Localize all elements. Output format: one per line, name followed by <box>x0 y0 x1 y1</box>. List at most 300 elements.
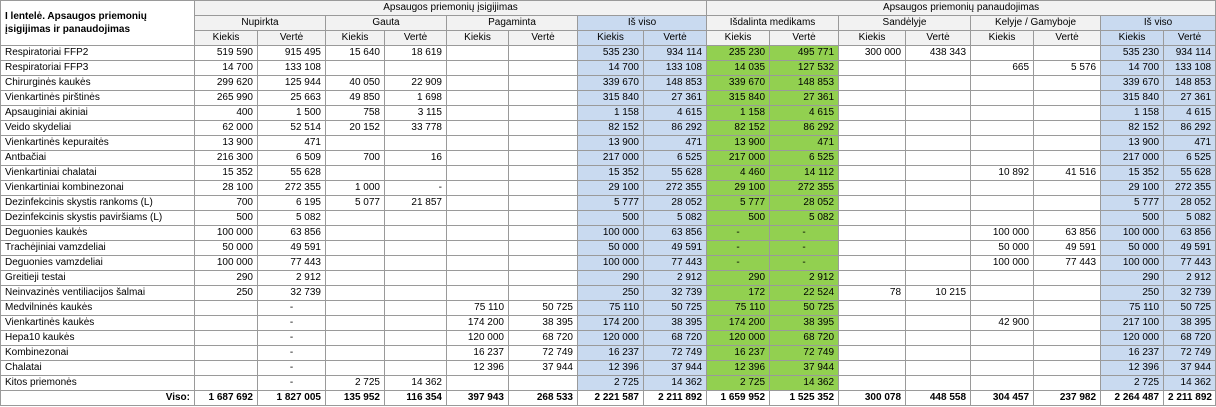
table-cell <box>839 316 906 331</box>
table-cell: 5 082 <box>644 211 707 226</box>
subgroup-header: Gauta <box>326 16 447 31</box>
table-cell: 29 100 <box>578 181 644 196</box>
table-cell: 18 619 <box>385 46 447 61</box>
table-cell: 100 000 <box>195 256 258 271</box>
table-row <box>1 241 1216 256</box>
qty-col-header: Kiekis <box>1101 31 1164 46</box>
table-cell: 758 <box>326 106 385 121</box>
table-cell <box>385 286 447 301</box>
table-cell <box>195 316 258 331</box>
table-cell <box>971 361 1034 376</box>
table-cell <box>447 76 509 91</box>
subgroup-header: Iš viso <box>578 16 707 31</box>
table-cell <box>839 76 906 91</box>
table-cell <box>447 181 509 196</box>
table-cell <box>509 286 578 301</box>
table-cell <box>839 91 906 106</box>
table-row <box>1 256 1216 271</box>
table-cell <box>509 106 578 121</box>
table-cell: 50 725 <box>770 301 839 316</box>
table-cell <box>385 166 447 181</box>
table-cell: 14 700 <box>1101 61 1164 76</box>
table-cell <box>447 211 509 226</box>
table-cell: 100 000 <box>971 226 1034 241</box>
table-cell: 2 912 <box>258 271 326 286</box>
table-cell: 120 000 <box>1101 331 1164 346</box>
table-cell: 120 000 <box>707 331 770 346</box>
table-cell <box>906 166 971 181</box>
table-cell: 250 <box>195 286 258 301</box>
table-cell: - <box>770 256 839 271</box>
table-cell: 13 900 <box>1101 136 1164 151</box>
total-cell: 397 943 <box>447 391 509 406</box>
table-cell: 6 509 <box>258 151 326 166</box>
table-cell: 5 082 <box>770 211 839 226</box>
table-cell: 50 000 <box>971 241 1034 256</box>
table-cell: 12 396 <box>578 361 644 376</box>
table-cell <box>326 271 385 286</box>
table-cell <box>447 106 509 121</box>
table-cell: 5 777 <box>578 196 644 211</box>
table-cell: 55 628 <box>644 166 707 181</box>
table-cell <box>839 136 906 151</box>
table-cell <box>1034 211 1101 226</box>
table-cell: 14 700 <box>578 61 644 76</box>
item-name: Vienkartiniai chalatai <box>1 166 195 181</box>
table-cell: 38 395 <box>1164 316 1216 331</box>
table-cell: 33 778 <box>385 121 447 136</box>
table-cell: 20 152 <box>326 121 385 136</box>
total-cell: 2 264 487 <box>1101 391 1164 406</box>
table-row <box>1 136 1216 151</box>
table-cell <box>971 46 1034 61</box>
item-name: Apsauginiai akiniai <box>1 106 195 121</box>
table-cell: 28 100 <box>195 181 258 196</box>
table-cell: 49 591 <box>258 241 326 256</box>
table-cell: 22 524 <box>770 286 839 301</box>
table-cell: 68 720 <box>644 331 707 346</box>
table-cell <box>326 241 385 256</box>
table-cell: 100 000 <box>578 226 644 241</box>
table-cell: 438 343 <box>906 46 971 61</box>
table-cell: 174 200 <box>578 316 644 331</box>
table-cell: 272 355 <box>258 181 326 196</box>
table-cell: 72 749 <box>644 346 707 361</box>
table-cell: 217 000 <box>1101 151 1164 166</box>
table-cell: 32 739 <box>644 286 707 301</box>
table-cell: 2 725 <box>1101 376 1164 391</box>
table-cell <box>839 376 906 391</box>
table-cell: 28 052 <box>770 196 839 211</box>
table-cell <box>906 196 971 211</box>
qty-col-header: Kiekis <box>707 31 770 46</box>
table-cell <box>906 121 971 136</box>
table-cell: 50 000 <box>578 241 644 256</box>
value-col-header: Vertė <box>258 31 326 46</box>
table-cell <box>906 91 971 106</box>
value-col-header: Vertė <box>1034 31 1101 46</box>
table-cell <box>906 346 971 361</box>
table-row <box>1 196 1216 211</box>
table-cell: 15 640 <box>326 46 385 61</box>
table-row <box>1 376 1216 391</box>
table-cell <box>447 196 509 211</box>
table-cell <box>509 151 578 166</box>
item-name: Kombinezonai <box>1 346 195 361</box>
table-cell: 10 892 <box>971 166 1034 181</box>
table-cell: - <box>258 301 326 316</box>
total-cell: 237 982 <box>1034 391 1101 406</box>
table-cell: 125 944 <box>258 76 326 91</box>
table-cell <box>447 151 509 166</box>
table-cell <box>385 316 447 331</box>
qty-col-header: Kiekis <box>447 31 509 46</box>
table-cell: - <box>258 376 326 391</box>
table-cell <box>839 256 906 271</box>
table-cell: 100 000 <box>1101 226 1164 241</box>
table-cell: 50 000 <box>195 241 258 256</box>
table-cell: 100 000 <box>578 256 644 271</box>
table-cell <box>447 46 509 61</box>
table-row <box>1 346 1216 361</box>
table-cell: 86 292 <box>1164 121 1216 136</box>
group-acquisition: Apsaugos priemonių įsigijimas <box>195 1 707 16</box>
table-cell <box>971 91 1034 106</box>
table-cell <box>447 226 509 241</box>
table-cell: 217 100 <box>1101 316 1164 331</box>
table-title: I lentelė. Apsaugos priemonių įsigijimas ir panaudojimas <box>1 1 195 46</box>
value-col-header: Vertė <box>644 31 707 46</box>
table-cell: 100 000 <box>971 256 1034 271</box>
table-cell: 934 114 <box>1164 46 1216 61</box>
table-cell: 14 362 <box>644 376 707 391</box>
total-cell: 2 221 587 <box>578 391 644 406</box>
table-cell <box>385 136 447 151</box>
subgroup-header: Kelyje / Gamyboje <box>971 16 1101 31</box>
table-cell <box>509 226 578 241</box>
table-cell <box>1034 46 1101 61</box>
table-cell <box>971 76 1034 91</box>
value-col-header: Vertė <box>1164 31 1216 46</box>
table-row <box>1 91 1216 106</box>
item-name: Vienkartinės kaukės <box>1 316 195 331</box>
table-cell <box>971 346 1034 361</box>
table-cell: - <box>707 256 770 271</box>
table-cell: 500 <box>707 211 770 226</box>
table-cell: 148 853 <box>770 76 839 91</box>
qty-col-header: Kiekis <box>839 31 906 46</box>
table-cell <box>326 331 385 346</box>
value-col-header: Vertė <box>385 31 447 46</box>
table-cell: 37 944 <box>644 361 707 376</box>
table-cell <box>1034 346 1101 361</box>
table-cell <box>1034 91 1101 106</box>
table-cell <box>906 106 971 121</box>
table-cell <box>385 61 447 76</box>
item-name: Antbačiai <box>1 151 195 166</box>
table-cell <box>326 211 385 226</box>
table-cell: 290 <box>195 271 258 286</box>
table-cell: 14 362 <box>770 376 839 391</box>
table-cell <box>447 166 509 181</box>
table-row <box>1 46 1216 61</box>
table-cell <box>509 196 578 211</box>
table-cell: 471 <box>1164 136 1216 151</box>
table-cell: 13 900 <box>707 136 770 151</box>
table-cell <box>839 331 906 346</box>
table-cell: 72 749 <box>770 346 839 361</box>
item-name: Respiratoriai FFP2 <box>1 46 195 61</box>
table-cell: 5 576 <box>1034 61 1101 76</box>
table-cell <box>447 241 509 256</box>
table-cell <box>1034 106 1101 121</box>
table-cell: - <box>258 346 326 361</box>
table-cell <box>509 91 578 106</box>
table-cell: 127 532 <box>770 61 839 76</box>
table-cell <box>971 286 1034 301</box>
table-cell: - <box>258 316 326 331</box>
table-cell <box>509 256 578 271</box>
value-col-header: Vertė <box>770 31 839 46</box>
table-cell: 14 112 <box>770 166 839 181</box>
table-cell <box>385 241 447 256</box>
subgroup-header: Išdalinta medikams <box>707 16 839 31</box>
table-cell: 5 082 <box>1164 211 1216 226</box>
table-cell: 16 237 <box>1101 346 1164 361</box>
table-cell <box>839 361 906 376</box>
table-cell: 72 749 <box>1164 346 1216 361</box>
table-row <box>1 226 1216 241</box>
total-cell: 300 078 <box>839 391 906 406</box>
table-cell <box>385 301 447 316</box>
table-cell: 28 052 <box>1164 196 1216 211</box>
table-cell: - <box>707 226 770 241</box>
item-name: Kitos priemonės <box>1 376 195 391</box>
table-cell: 1 000 <box>326 181 385 196</box>
table-cell <box>839 121 906 136</box>
item-name: Dezinfekcinis skystis rankoms (L) <box>1 196 195 211</box>
table-cell: 25 663 <box>258 91 326 106</box>
total-cell: 1 827 005 <box>258 391 326 406</box>
table-cell: 100 000 <box>1101 256 1164 271</box>
value-col-header: Vertė <box>906 31 971 46</box>
table-cell: 86 292 <box>644 121 707 136</box>
table-cell: 32 739 <box>258 286 326 301</box>
table-cell: 14 035 <box>707 61 770 76</box>
table-cell: 16 <box>385 151 447 166</box>
table-row <box>1 181 1216 196</box>
table-cell <box>385 211 447 226</box>
table-cell: 40 050 <box>326 76 385 91</box>
table-cell: 339 670 <box>707 76 770 91</box>
table-cell <box>326 166 385 181</box>
table-cell: 535 230 <box>578 46 644 61</box>
table-cell <box>385 256 447 271</box>
table-cell: 6 525 <box>644 151 707 166</box>
table-cell: 120 000 <box>578 331 644 346</box>
table-cell <box>509 121 578 136</box>
item-name: Chirurginės kaukės <box>1 76 195 91</box>
table-cell <box>971 151 1034 166</box>
table-cell: 21 857 <box>385 196 447 211</box>
subgroup-header: Iš viso <box>1101 16 1216 31</box>
table-cell <box>195 376 258 391</box>
table-cell: 1 158 <box>1101 106 1164 121</box>
table-cell <box>1034 376 1101 391</box>
table-cell <box>326 286 385 301</box>
table-cell <box>906 151 971 166</box>
table-cell: 63 856 <box>1034 226 1101 241</box>
table-cell: 217 000 <box>578 151 644 166</box>
table-row <box>1 271 1216 286</box>
table-cell <box>906 376 971 391</box>
table-cell <box>1034 196 1101 211</box>
table-cell: 290 <box>1101 271 1164 286</box>
item-name: Deguonies kaukės <box>1 226 195 241</box>
table-cell: 15 352 <box>578 166 644 181</box>
table-cell <box>971 181 1034 196</box>
table-row <box>1 61 1216 76</box>
table-cell: 250 <box>578 286 644 301</box>
table-cell <box>1034 136 1101 151</box>
table-cell <box>839 166 906 181</box>
table-cell <box>326 346 385 361</box>
table-cell <box>1034 181 1101 196</box>
table-cell: 42 900 <box>971 316 1034 331</box>
table-cell: 495 771 <box>770 46 839 61</box>
table-cell: 13 900 <box>195 136 258 151</box>
item-name: Veido skydeliai <box>1 121 195 136</box>
table-cell: 2 725 <box>578 376 644 391</box>
table-cell: 82 152 <box>578 121 644 136</box>
table-cell: 82 152 <box>707 121 770 136</box>
table-cell <box>906 256 971 271</box>
table-cell <box>509 211 578 226</box>
table-cell: 290 <box>707 271 770 286</box>
table-cell <box>971 376 1034 391</box>
table-row <box>1 121 1216 136</box>
total-label: Viso: <box>1 391 195 406</box>
table-cell <box>509 376 578 391</box>
table-cell: 16 237 <box>578 346 644 361</box>
item-name: Medvilninės kaukės <box>1 301 195 316</box>
total-cell: 1 659 952 <box>707 391 770 406</box>
table-cell: 5 077 <box>326 196 385 211</box>
table-cell <box>971 106 1034 121</box>
table-cell: 29 100 <box>707 181 770 196</box>
table-cell: 2 725 <box>326 376 385 391</box>
table-cell: 1 158 <box>707 106 770 121</box>
table-cell: 2 912 <box>644 271 707 286</box>
table-cell: 290 <box>578 271 644 286</box>
table-cell <box>195 331 258 346</box>
table-cell <box>971 121 1034 136</box>
total-cell: 135 952 <box>326 391 385 406</box>
table-cell: 216 300 <box>195 151 258 166</box>
table-cell: 174 200 <box>707 316 770 331</box>
table-cell: 915 495 <box>258 46 326 61</box>
table-cell <box>509 61 578 76</box>
table-cell: 13 900 <box>578 136 644 151</box>
table-row <box>1 301 1216 316</box>
table-cell <box>971 211 1034 226</box>
table-cell: 500 <box>578 211 644 226</box>
table-cell <box>839 346 906 361</box>
table-cell <box>447 376 509 391</box>
subgroup-header: Pagaminta <box>447 16 578 31</box>
table-cell: 6 525 <box>770 151 839 166</box>
table-cell: 62 000 <box>195 121 258 136</box>
table-cell: 272 355 <box>770 181 839 196</box>
table-cell: 38 395 <box>770 316 839 331</box>
table-cell: 12 396 <box>707 361 770 376</box>
subgroup-header: Nupirkta <box>195 16 326 31</box>
table-cell <box>906 226 971 241</box>
table-cell: 72 749 <box>509 346 578 361</box>
table-cell <box>326 136 385 151</box>
table-cell: - <box>770 226 839 241</box>
table-cell: 50 725 <box>644 301 707 316</box>
table-cell: 68 720 <box>770 331 839 346</box>
table-cell <box>906 211 971 226</box>
table-cell: 78 <box>839 286 906 301</box>
table-cell: 77 443 <box>644 256 707 271</box>
table-row <box>1 166 1216 181</box>
table-cell <box>509 181 578 196</box>
group-usage: Apsaugos priemonių panaudojimas <box>707 1 1216 16</box>
total-cell: 2 211 892 <box>644 391 707 406</box>
table-cell: 535 230 <box>1101 46 1164 61</box>
table-cell <box>509 46 578 61</box>
table-cell: 37 944 <box>509 361 578 376</box>
table-cell <box>906 241 971 256</box>
table-cell <box>447 256 509 271</box>
table-cell: 49 591 <box>1164 241 1216 256</box>
table-cell: 315 840 <box>1101 91 1164 106</box>
item-name: Neinvazinės ventiliacijos šalmai <box>1 286 195 301</box>
table-cell <box>447 271 509 286</box>
table-cell <box>1034 151 1101 166</box>
item-name: Vienkartinės kepuraitės <box>1 136 195 151</box>
table-cell <box>839 241 906 256</box>
table-cell <box>509 241 578 256</box>
table-cell: 52 514 <box>258 121 326 136</box>
table-cell: 15 352 <box>1101 166 1164 181</box>
table-cell: 75 110 <box>707 301 770 316</box>
table-cell: 235 230 <box>707 46 770 61</box>
table-cell: 265 990 <box>195 91 258 106</box>
table-cell: 519 590 <box>195 46 258 61</box>
table-cell: 299 620 <box>195 76 258 91</box>
table-cell <box>906 136 971 151</box>
table-cell: 10 215 <box>906 286 971 301</box>
table-cell <box>326 226 385 241</box>
table-cell: 49 591 <box>1034 241 1101 256</box>
table-cell: 63 856 <box>1164 226 1216 241</box>
table-row <box>1 316 1216 331</box>
header-row-groups <box>1 1 1216 16</box>
table-cell: 133 108 <box>1164 61 1216 76</box>
table-cell: 38 395 <box>509 316 578 331</box>
table-cell: 68 720 <box>1164 331 1216 346</box>
table-cell: 272 355 <box>644 181 707 196</box>
table-cell <box>447 91 509 106</box>
table-cell <box>971 271 1034 286</box>
table-row <box>1 286 1216 301</box>
table-cell <box>839 226 906 241</box>
table-cell <box>971 301 1034 316</box>
table-cell <box>906 271 971 286</box>
